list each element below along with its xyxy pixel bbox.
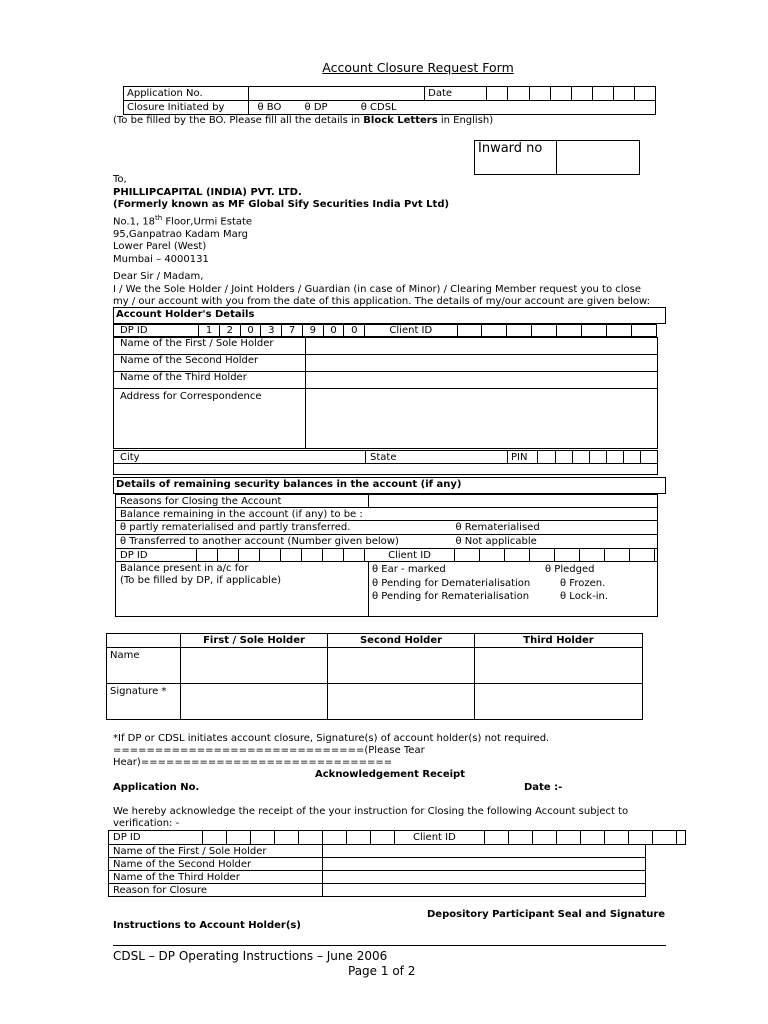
transfer-dp-cell[interactable]: [323, 549, 344, 562]
dp-id-digit: 3: [261, 325, 282, 337]
ack-dp-table: [108, 830, 686, 845]
transfer-client-id-label: Client ID: [365, 549, 455, 562]
ack-dp-cell[interactable]: [227, 831, 251, 845]
ack-client-cell[interactable]: [653, 831, 677, 845]
tear-line-2: Hear)==============================: [113, 757, 393, 768]
ack-third-holder-field[interactable]: [323, 871, 646, 884]
address-line-2: 95,Ganpatrao Kadam Marg: [113, 228, 248, 240]
client-id-cell[interactable]: [557, 325, 582, 337]
ack-client-cell[interactable]: [581, 831, 605, 845]
inward-field[interactable]: [557, 141, 640, 175]
ack-client-cell[interactable]: [605, 831, 629, 845]
header-third-holder: Third Holder: [475, 634, 643, 648]
fill-note: (To be filled by the BO. Please fill all the details in Block Letters in English): [113, 115, 494, 126]
tear-line-1: ==============================(Please Tear: [113, 745, 425, 756]
header-table: [123, 86, 656, 115]
third-holder-name-field[interactable]: [475, 648, 643, 684]
holder-names-table: [113, 337, 658, 449]
pin-cell[interactable]: [556, 451, 573, 464]
request-line-2: my / our account with you from the date of this application. The details of my/our account are given below:: [113, 296, 650, 307]
seal-signature-label: Depository Participant Seal and Signature: [427, 909, 666, 920]
ack-statement-line-1: We hereby acknowledge the receipt of the your instruction for Closing the following Account subject to: [113, 806, 629, 817]
dp-id-label: DP ID: [114, 325, 199, 337]
ack-client-cell[interactable]: [629, 831, 653, 845]
balance-present-label: Balance present in a/c for (To be filled by DP, if applicable): [116, 562, 369, 617]
transfer-client-cell[interactable]: [530, 549, 555, 562]
date-cell[interactable]: [487, 87, 508, 101]
reasons-label: Reasons for Closing the Account: [116, 495, 369, 508]
client-id-cell[interactable]: [457, 325, 482, 337]
spacer-row: [114, 464, 658, 475]
signature-note: *If DP or CDSL initiates account closure, Signature(s) of account holder(s) not required.: [113, 733, 550, 744]
pin-cell[interactable]: [573, 451, 590, 464]
third-holder-signature-field[interactable]: [475, 684, 643, 720]
ack-client-cell[interactable]: [485, 831, 509, 845]
footer-rule: [113, 945, 666, 946]
first-holder-name-field[interactable]: [181, 648, 328, 684]
ack-application-no-label: Application No.: [113, 782, 200, 793]
date-cell[interactable]: [592, 87, 613, 101]
transfer-client-cell[interactable]: [555, 549, 580, 562]
ack-dp-cell[interactable]: [251, 831, 275, 845]
ack-first-holder-label: Name of the First / Sole Holder: [109, 845, 323, 858]
ack-dp-cell[interactable]: [275, 831, 299, 845]
city-label: City: [114, 451, 366, 464]
transfer-client-cell[interactable]: [630, 549, 655, 562]
first-holder-signature-field[interactable]: [181, 684, 328, 720]
transfer-dp-cell[interactable]: [239, 549, 260, 562]
balances-table: [115, 494, 658, 549]
dp-id-digit: 1: [199, 325, 220, 337]
signature-table: [106, 633, 643, 720]
transfer-client-cell[interactable]: [655, 549, 658, 562]
rematerialised-option[interactable]: θ Rematerialised: [455, 522, 540, 533]
not-applicable-option[interactable]: θ Not applicable: [455, 536, 537, 547]
balances-heading: Details of remaining security balances in the account (if any): [113, 477, 666, 494]
client-id-cell[interactable]: [507, 325, 532, 337]
inward-label: Inward no: [475, 141, 557, 175]
client-id-cell[interactable]: [532, 325, 557, 337]
pin-cell[interactable]: [607, 451, 624, 464]
date-cell[interactable]: [613, 87, 634, 101]
city-state-pin-table: [113, 450, 658, 475]
transferred-option-row[interactable]: [116, 535, 658, 549]
pending-remat-option[interactable]: θ Pending for Rematerialisation: [372, 591, 530, 602]
footer-page: Page 1 of 2: [348, 964, 416, 978]
name-row-label: Name: [107, 648, 181, 684]
transfer-dp-id-label: DP ID: [116, 549, 197, 562]
address-line-4: Mumbai – 4000131: [113, 253, 209, 265]
address-line-3: Lower Parel (West): [113, 241, 207, 253]
date-cell[interactable]: [634, 87, 655, 101]
instructions-label: Instructions to Account Holder(s): [113, 920, 301, 931]
ack-dp-cell[interactable]: [203, 831, 227, 845]
address-to: To,: [113, 174, 127, 185]
holder-details-table: [113, 324, 657, 337]
transfer-dp-cell[interactable]: [281, 549, 302, 562]
transfer-dp-cell[interactable]: [302, 549, 323, 562]
frozen-option[interactable]: θ Frozen.: [560, 577, 606, 589]
transfer-dp-cell[interactable]: [197, 549, 218, 562]
holder-details-heading: Account Holder's Details: [113, 307, 666, 324]
pin-cell[interactable]: [624, 451, 641, 464]
inward-box: [474, 140, 640, 175]
pending-demat-option[interactable]: θ Pending for Dematerialisation: [372, 577, 531, 589]
ack-client-cell[interactable]: [533, 831, 557, 845]
closure-initiated-label: Closure Initiated by: [124, 101, 249, 115]
transfer-client-cell[interactable]: [505, 549, 530, 562]
second-holder-name-field[interactable]: [328, 648, 475, 684]
first-holder-label: Name of the First / Sole Holder: [114, 338, 306, 355]
address-line-1: No.1, 18th Floor,Urmi Estate: [113, 213, 253, 228]
signature-header-blank: [107, 634, 181, 648]
date-cell[interactable]: [571, 87, 592, 101]
ack-second-holder-field[interactable]: [323, 858, 646, 871]
transfer-dp-table: [115, 548, 658, 562]
pin-cell[interactable]: [641, 451, 658, 464]
second-holder-signature-field[interactable]: [328, 684, 475, 720]
ack-second-holder-label: Name of the Second Holder: [109, 858, 323, 871]
dp-id-digit: 0: [344, 325, 365, 337]
second-holder-field[interactable]: [306, 355, 658, 372]
balance-present-options[interactable]: [369, 562, 658, 617]
request-line-1: I / We the Sole Holder / Joint Holders / Guardian (in case of Minor) / Clearing Member request you to close: [113, 284, 642, 295]
signature-row-label: Signature *: [107, 684, 181, 720]
dp-id-digit: 9: [302, 325, 323, 337]
pin-cell[interactable]: [538, 451, 556, 464]
third-holder-label: Name of the Third Holder: [114, 372, 306, 389]
address-block: [113, 174, 449, 266]
transferred-option[interactable]: θ Transferred to another account (Number given below): [120, 536, 399, 547]
date-cell[interactable]: [550, 87, 571, 101]
application-no-field[interactable]: [249, 87, 425, 101]
company-formerly: (Formerly known as MF Global Sify Securities India Pvt Ltd): [113, 199, 450, 211]
partly-option[interactable]: θ partly rematerialised and partly transferred.: [120, 522, 351, 533]
lock-in-option[interactable]: θ Lock-in.: [560, 591, 609, 602]
ack-client-id-label: Client ID: [395, 831, 485, 845]
address-label: Address for Correspondence: [114, 389, 306, 449]
ack-dp-cell[interactable]: [371, 831, 395, 845]
header-first-holder: First / Sole Holder: [181, 634, 328, 648]
ack-first-holder-field[interactable]: [323, 845, 646, 858]
pin-label: PIN: [508, 451, 538, 464]
option-dp[interactable]: θ DP: [304, 102, 328, 113]
client-id-cell[interactable]: [631, 325, 656, 337]
pledged-option[interactable]: θ Pledged: [545, 564, 595, 575]
date-label: Date: [425, 87, 487, 101]
state-label: State: [366, 451, 508, 464]
transfer-client-cell[interactable]: [580, 549, 605, 562]
ack-client-cell[interactable]: [677, 831, 686, 845]
transfer-client-cell[interactable]: [605, 549, 630, 562]
option-bo[interactable]: θ BO: [257, 102, 282, 113]
transfer-client-cell[interactable]: [455, 549, 480, 562]
application-no-label: Application No.: [124, 87, 249, 101]
partly-option-row[interactable]: [116, 521, 658, 535]
ack-dp-cell[interactable]: [347, 831, 371, 845]
balance-present-table: [115, 561, 658, 617]
ack-reason-label: Reason for Closure: [109, 884, 323, 897]
ack-dp-cell[interactable]: [323, 831, 347, 845]
option-cdsl[interactable]: θ CDSL: [360, 102, 397, 113]
ack-dp-cell[interactable]: [299, 831, 323, 845]
reasons-field[interactable]: [369, 495, 658, 508]
client-id-label: Client ID: [365, 325, 457, 337]
ack-statement-line-2: verification: -: [113, 818, 180, 829]
ack-third-holder-label: Name of the Third Holder: [109, 871, 323, 884]
ack-client-cell[interactable]: [557, 831, 581, 845]
balance-remaining-label: Balance remaining in the account (if any) to be :: [116, 508, 658, 521]
dp-id-digit: 7: [282, 325, 303, 337]
company-name: PHILLIPCAPITAL (INDIA) PVT. LTD.: [113, 186, 302, 198]
transfer-dp-cell[interactable]: [218, 549, 239, 562]
ack-names-table: [108, 844, 646, 897]
footer-left: CDSL – DP Operating Instructions – June 2006: [113, 949, 388, 963]
dp-id-digit: 2: [219, 325, 240, 337]
ear-marked-option[interactable]: θ Ear - marked: [372, 564, 446, 575]
closure-initiated-options[interactable]: [249, 101, 656, 115]
date-cell[interactable]: [529, 87, 550, 101]
pin-cell[interactable]: [590, 451, 607, 464]
dp-id-digit: 0: [240, 325, 261, 337]
client-id-cell[interactable]: [606, 325, 631, 337]
client-id-cell[interactable]: [482, 325, 507, 337]
dp-id-digit: 0: [323, 325, 344, 337]
date-cell[interactable]: [508, 87, 529, 101]
header-second-holder: Second Holder: [328, 634, 475, 648]
first-holder-field[interactable]: [306, 338, 658, 355]
transfer-dp-cell[interactable]: [344, 549, 365, 562]
ack-client-cell[interactable]: [509, 831, 533, 845]
third-holder-field[interactable]: [306, 372, 658, 389]
transfer-client-cell[interactable]: [480, 549, 505, 562]
address-field[interactable]: [306, 389, 658, 449]
salutation: Dear Sir / Madam,: [113, 271, 204, 282]
transfer-dp-cell[interactable]: [260, 549, 281, 562]
second-holder-label: Name of the Second Holder: [114, 355, 306, 372]
acknowledgement-title: Acknowledgement Receipt: [315, 769, 465, 780]
ack-reason-field[interactable]: [323, 884, 646, 897]
ack-dp-id-label: DP ID: [109, 831, 203, 845]
form-title: Account Closure Request Form: [322, 60, 514, 75]
ack-date-label: Date :-: [524, 782, 563, 793]
client-id-cell[interactable]: [582, 325, 607, 337]
